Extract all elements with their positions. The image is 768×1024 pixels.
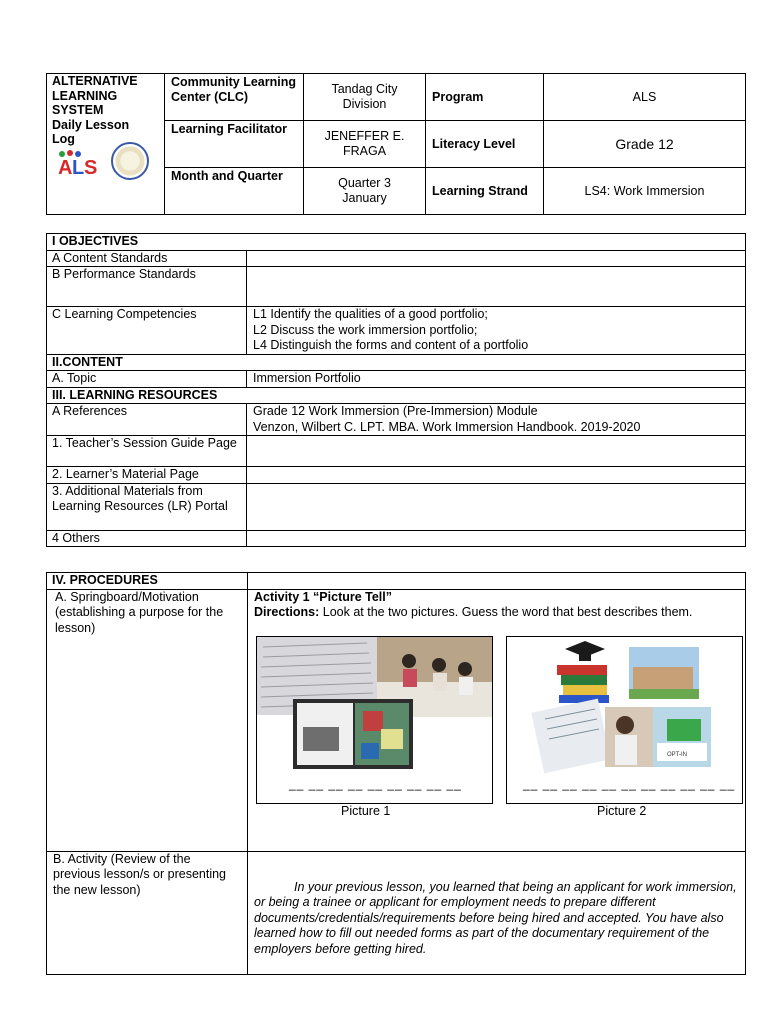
als-logo xyxy=(57,150,101,179)
performance-standards-label: B Performance Standards xyxy=(47,267,247,307)
content-standards-value xyxy=(247,250,746,267)
references-value xyxy=(247,404,746,436)
picture-2-frame xyxy=(506,636,743,804)
system-line-2: LEARNING xyxy=(52,88,118,103)
guide-label: 1. Teacher’s Session Guide Page xyxy=(47,436,247,467)
activity-content xyxy=(248,851,746,974)
content-standards-label: A Content Standards xyxy=(47,250,247,267)
svg-text:S: S xyxy=(84,157,98,176)
log-line-2: Log xyxy=(52,132,75,146)
blank-1: __ __ __ __ __ __ __ __ __ xyxy=(289,777,462,791)
quarter-value: Quarter 3 xyxy=(338,176,391,190)
system-line-1: ALTERNATIVE xyxy=(52,74,138,88)
month-value: January xyxy=(342,191,387,205)
month-label: Month and Quarter xyxy=(165,168,304,215)
guide-value xyxy=(247,436,746,467)
als-title-cell xyxy=(47,74,165,215)
learner-value xyxy=(247,467,746,484)
literacy-value: Grade 12 xyxy=(544,121,746,168)
system-line-3: SYSTEM xyxy=(52,103,104,117)
strand-label: Learning Strand xyxy=(426,168,544,215)
competency-3: L4 Distinguish the forms and content of a portfolio xyxy=(253,338,529,352)
svg-text:L: L xyxy=(72,157,85,176)
facilitator-value: JENEFFER E. FRAGA xyxy=(304,121,426,168)
resources-heading: III. LEARNING RESOURCES xyxy=(47,387,746,404)
performance-standards-value xyxy=(247,267,746,307)
clc-label: Community Learning Center (CLC) xyxy=(165,74,304,121)
competencies-label: C Learning Competencies xyxy=(47,307,247,355)
learner-label: 2. Learner’s Material Page xyxy=(47,467,247,484)
others-label: 4 Others xyxy=(47,530,247,547)
directions xyxy=(254,605,739,621)
header-table xyxy=(46,73,746,215)
topic-label: A. Topic xyxy=(47,371,247,388)
picture-1-frame xyxy=(256,636,493,804)
competency-1: L1 Identify the qualities of a good portfolio; xyxy=(253,307,488,321)
strand-value: LS4: Work Immersion xyxy=(544,168,746,215)
objectives-table xyxy=(46,233,746,547)
others-value xyxy=(247,530,746,547)
activity-text: In your previous lesson, you learned that being an applicant for work immersion, or being a trainee or applicant for employment needs to prepare different documents/credentials/requirements before being hired and accepted. You have also learned how to fill out needed forms as part of the documentary requirement of the employers before getting hired. xyxy=(254,879,737,956)
topic-value: Immersion Portfolio xyxy=(247,371,746,388)
month-quarter-value xyxy=(304,168,426,215)
procedures-heading: IV. PROCEDURES xyxy=(47,573,248,590)
program-label: Program xyxy=(426,74,544,121)
directions-text: Look at the two pictures. Guess the word that best describes them. xyxy=(319,605,693,619)
objectives-heading: I OBJECTIVES xyxy=(47,234,746,251)
picture-1-caption: Picture 1 xyxy=(341,804,391,818)
picture-2-caption: Picture 2 xyxy=(597,804,647,818)
reference-2: Venzon, Wilbert C. LPT. MBA. Work Immersion Handbook. 2019-2020 xyxy=(253,419,641,434)
clc-value: Tandag City Division xyxy=(304,74,426,121)
activity-label: B. Activity (Review of the previous lesson/s or presenting the new lesson) xyxy=(47,851,248,974)
program-value: ALS xyxy=(544,74,746,121)
procedures-heading-blank xyxy=(248,573,746,590)
literacy-label: Literacy Level xyxy=(426,121,544,168)
additional-value xyxy=(247,483,746,530)
additional-label: 3. Additional Materials from Learning Resources (LR) Portal xyxy=(47,483,247,530)
content-heading: II.CONTENT xyxy=(47,354,746,371)
facilitator-label: Learning Facilitator xyxy=(165,121,304,168)
references-label: A References xyxy=(47,404,247,436)
directions-label: Directions: xyxy=(254,605,320,619)
svg-text:OPT-IN: OPT-IN xyxy=(667,752,688,758)
springboard-label: A. Springboard/Motivation (establishing a purpose for the lesson) xyxy=(47,589,248,851)
competency-2: L2 Discuss the work immersion portfolio; xyxy=(253,322,478,337)
competencies-value xyxy=(247,307,746,355)
activity-title: Activity 1 “Picture Tell” xyxy=(254,589,393,604)
log-line-1: Daily Lesson xyxy=(52,117,130,132)
svg-text:A: A xyxy=(58,157,73,176)
deped-seal-icon xyxy=(111,142,149,180)
reference-1: Grade 12 Work Immersion (Pre-Immersion) Module xyxy=(253,404,538,418)
blank-2: __ __ __ __ __ __ __ __ __ __ __ xyxy=(523,777,736,791)
